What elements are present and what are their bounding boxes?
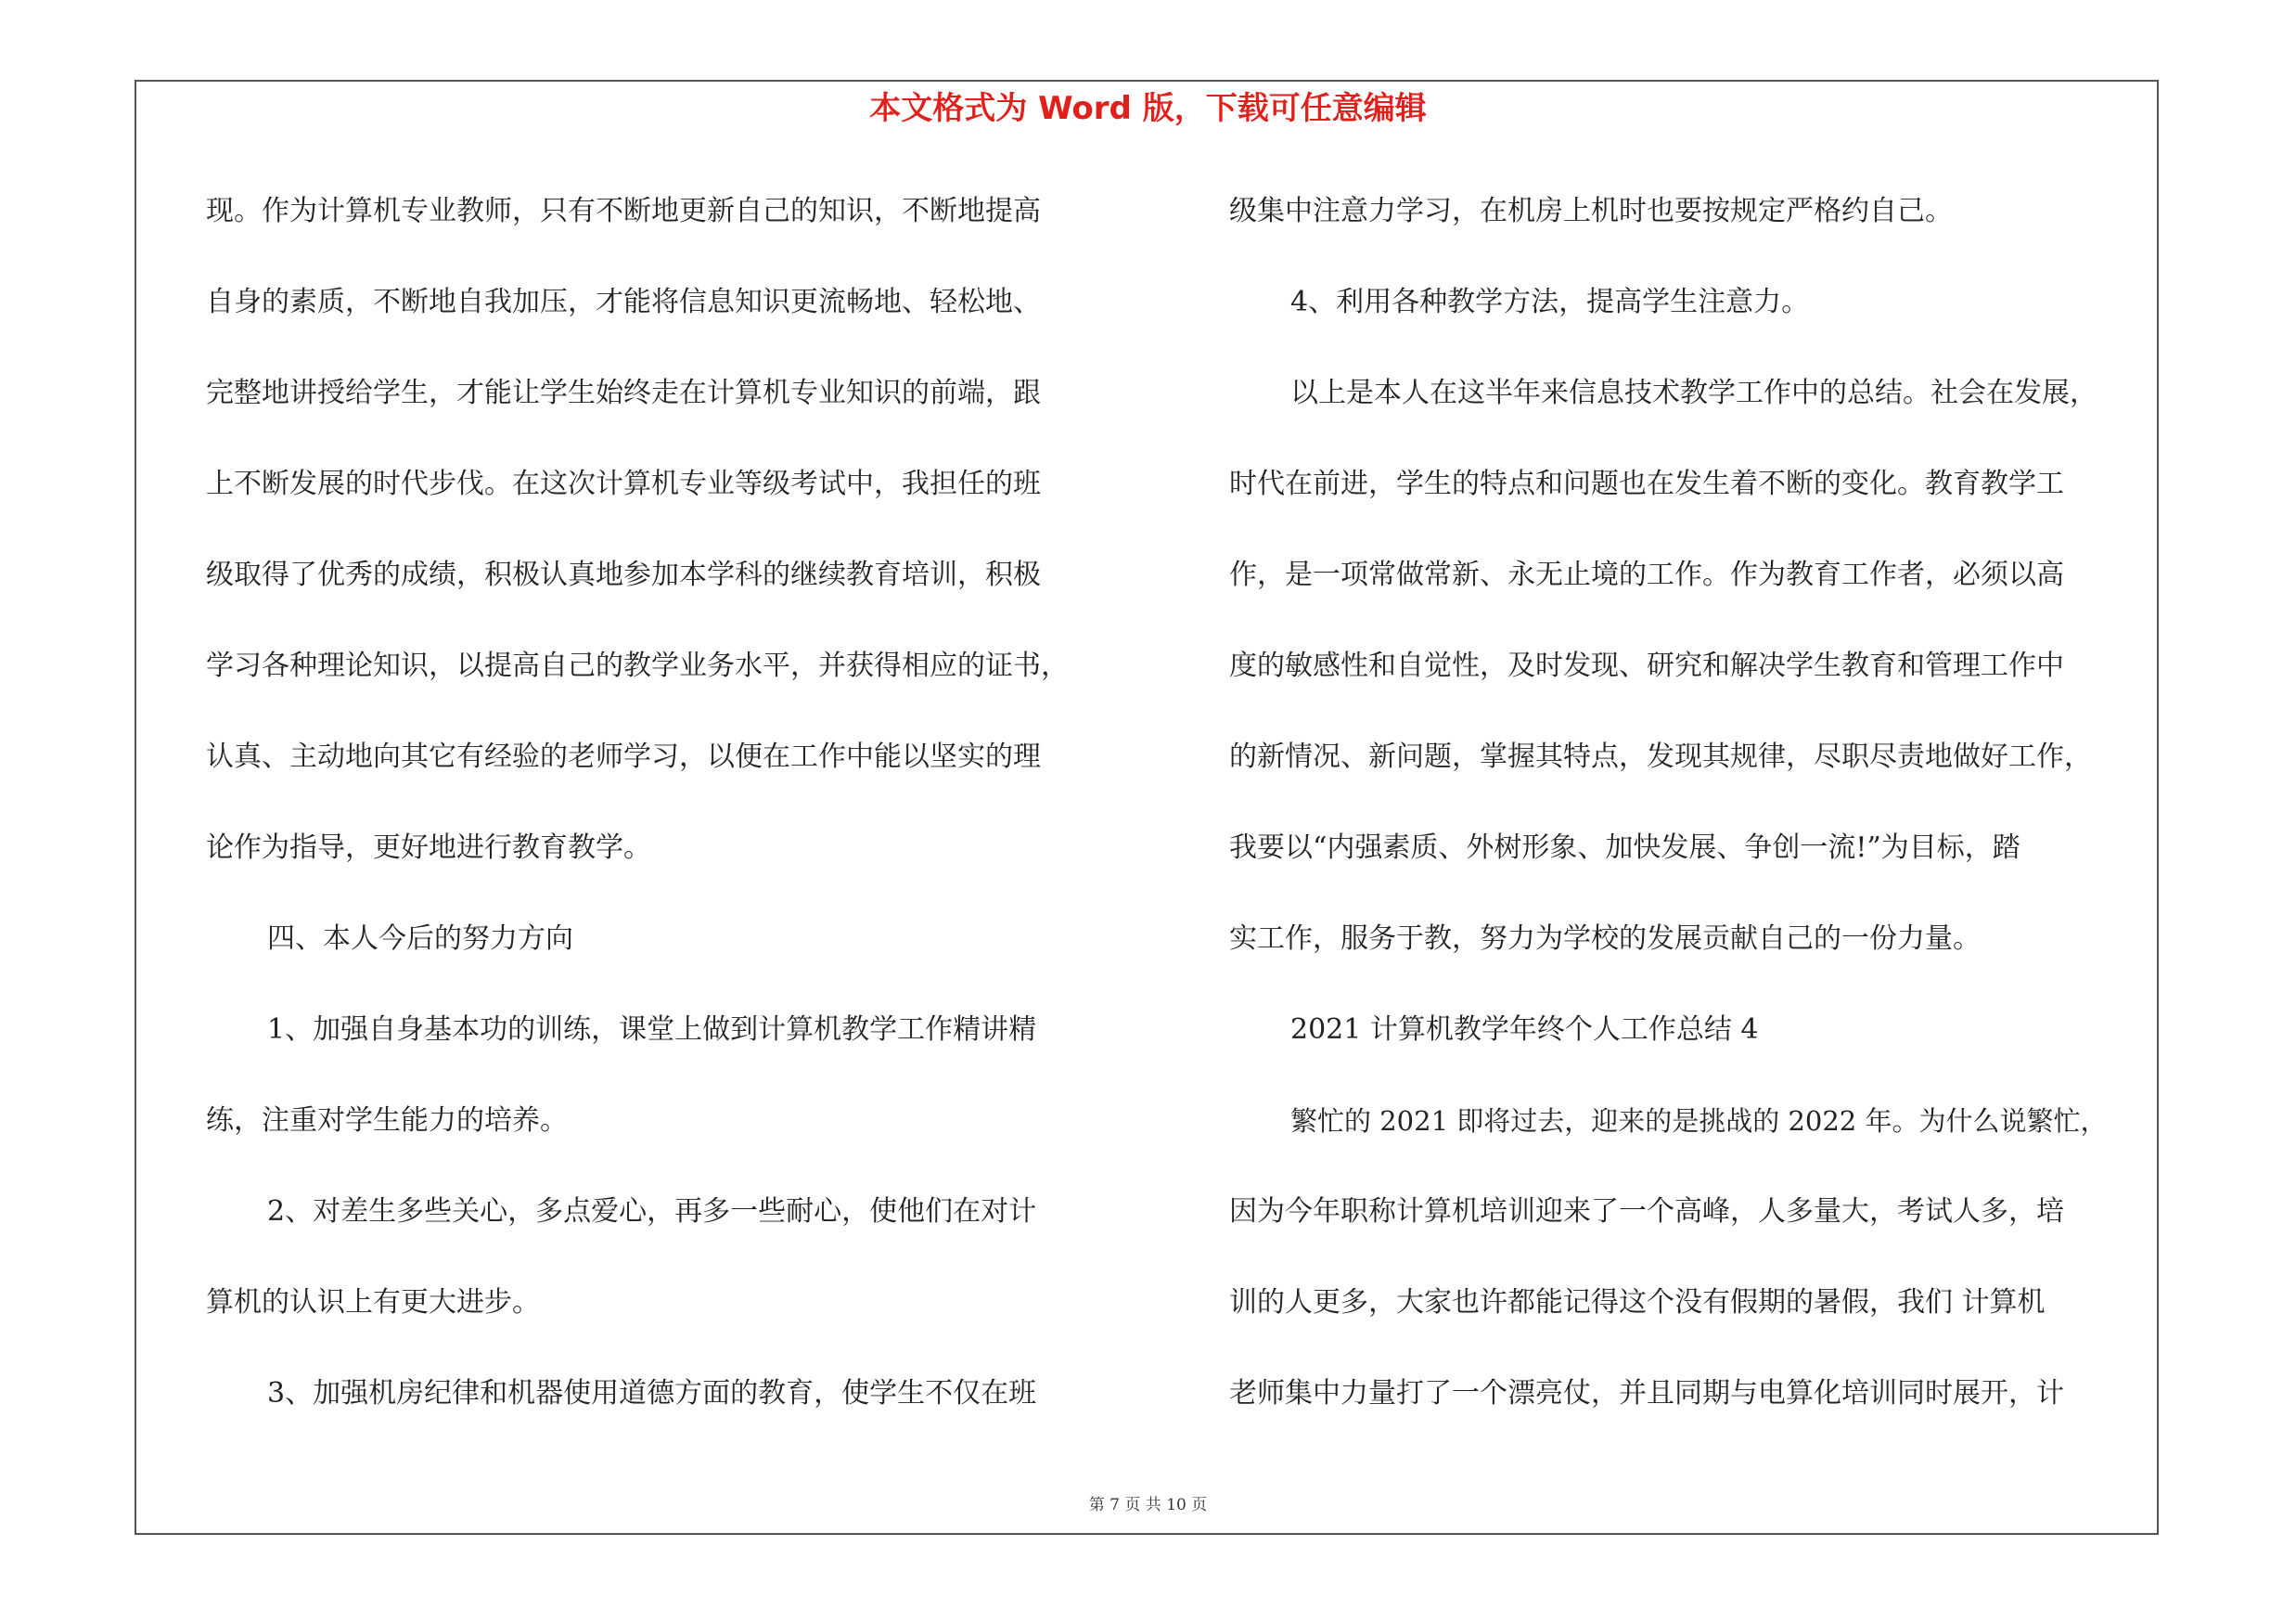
text-line: 繁忙的 2021 即将过去，迎来的是挑战的 2022 年。为什么说繁忙， bbox=[1290, 1105, 2108, 1137]
text-line: 学习各种理论知识，以提高自己的教学业务水平，并获得相应的证书， bbox=[206, 650, 1069, 682]
format-notice-banner: 本文格式为 Word 版，下载可任意编辑 bbox=[869, 90, 1427, 127]
text-line: 4、利用各种教学方法，提高学生注意力。 bbox=[1290, 286, 1810, 318]
text-line: 我要以“内强素质、外树形象、加快发展、争创一流!”为目标，踏 bbox=[1229, 831, 2020, 864]
text-line: 自身的素质，不断地自我加压，才能将信息知识更流畅地、轻松地、 bbox=[206, 286, 1041, 318]
text-line: 因为今年职称计算机培训迎来了一个高峰，人多量大，考试人多，培 bbox=[1229, 1195, 2064, 1228]
text-line: 完整地讲授给学生，才能让学生始终走在计算机专业知识的前端，跟 bbox=[206, 377, 1041, 409]
text-line: 认真、主动地向其它有经验的老师学习，以便在工作中能以坚实的理 bbox=[206, 741, 1041, 773]
text-line: 实工作，服务于教，努力为学校的发展贡献自己的一份力量。 bbox=[1229, 922, 1981, 955]
section-heading: 2021 计算机教学年终个人工作总结 4 bbox=[1290, 1013, 1759, 1046]
text-line: 上不断发展的时代步伐。在这次计算机专业等级考试中，我担任的班 bbox=[206, 468, 1041, 500]
text-line: 3、加强机房纪律和机器使用道德方面的教育，使学生不仅在班 bbox=[267, 1377, 1037, 1410]
text-line: 级集中注意力学习，在机房上机时也要按规定严格约自己。 bbox=[1229, 195, 1953, 227]
text-line: 训的人更多，大家也许都能记得这个没有假期的暑假，我们 计算机 bbox=[1229, 1286, 2046, 1319]
text-line: 作，是一项常做常新、永无止境的工作。作为教育工作者，必须以高 bbox=[1229, 559, 2064, 591]
text-line: 以上是本人在这半年来信息技术教学工作中的总结。社会在发展， bbox=[1290, 377, 2097, 409]
text-line: 现。作为计算机专业教师，只有不断地更新自己的知识，不断地提高 bbox=[206, 195, 1041, 227]
text-line: 练，注重对学生能力的培养。 bbox=[206, 1104, 568, 1137]
text-line: 的新情况、新问题，掌握其特点，发现其规律，尽职尽责地做好工作， bbox=[1229, 741, 2092, 773]
text-line: 级取得了优秀的成绩，积极认真地参加本学科的继续教育培训，积极 bbox=[206, 559, 1041, 591]
page-number: 第 7 页 共 10 页 bbox=[1088, 1496, 1208, 1514]
text-line: 老师集中力量打了一个漂亮仗，并且同期与电算化培训同时展开，计 bbox=[1229, 1377, 2064, 1410]
text-line: 时代在前进，学生的特点和问题也在发生着不断的变化。教育教学工 bbox=[1229, 468, 2064, 500]
text-line: 2、对差生多些关心，多点爱心，再多一些耐心，使他们在对计 bbox=[267, 1195, 1037, 1228]
text-line: 算机的认识上有更大进步。 bbox=[206, 1286, 540, 1319]
section-heading: 四、本人今后的努力方向 bbox=[267, 922, 573, 955]
text-line: 度的敏感性和自觉性，及时发现、研究和解决学生教育和管理工作中 bbox=[1229, 650, 2064, 682]
text-line: 论作为指导，更好地进行教育教学。 bbox=[206, 831, 651, 864]
text-line: 1、加强自身基本功的训练，课堂上做到计算机教学工作精讲精 bbox=[267, 1013, 1037, 1046]
